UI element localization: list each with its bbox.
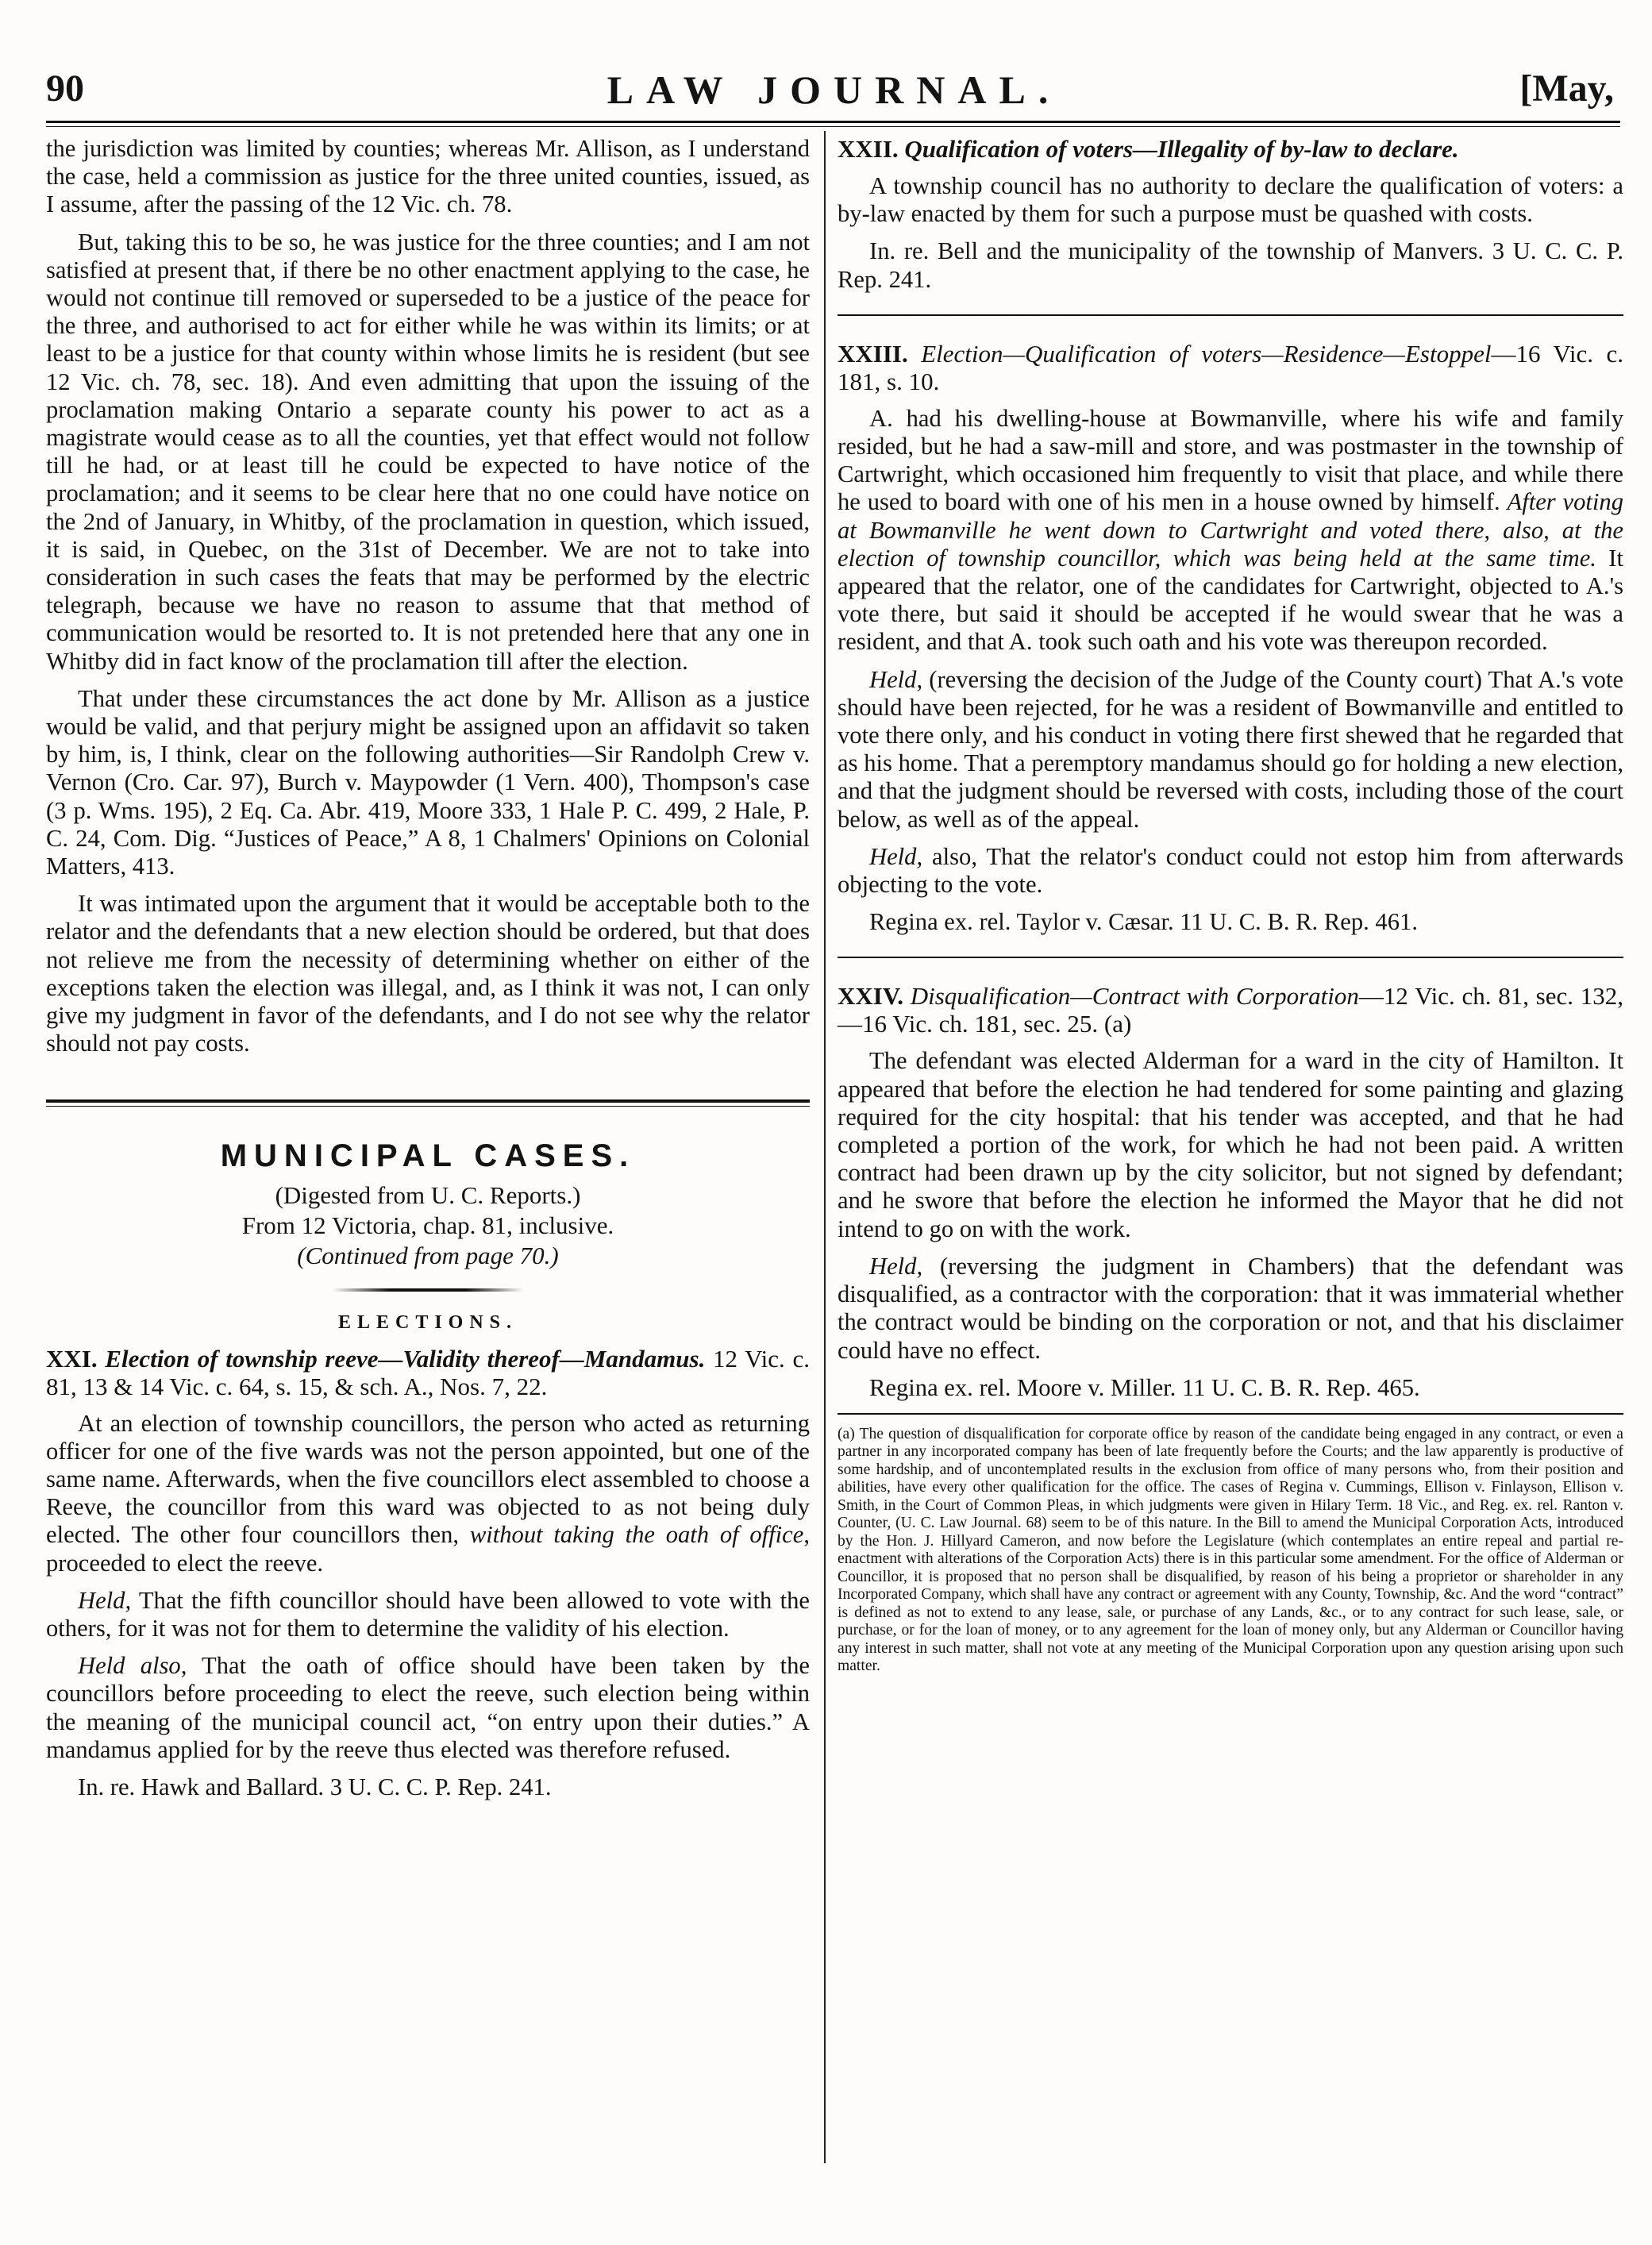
case-heading (838, 340, 1623, 395)
body-paragraph: That under these circumstances the act done by Mr. Allison as a justice would be valid, and that perjury might be assigned upon an affidavit so taken by him, is, I think, clear on the following authorities—Sir Randolph Crew v. Vernon (Cro. Car. 97), Burch v. Maypowder (1 Vern. 400), Thompson's case (3 p. Wms. 195), 2 Eq. Ca. Abr. 419, Moore 333, 1 Hale P. C. 499, 2 Hale, P. C. 24, Com. Dig. “Justices of Peace,” A 8, 1 Chalmers' Opinions on Colonial Matters, 413. (46, 684, 810, 880)
footnote (838, 1426, 1623, 1676)
page-number: 90 (46, 67, 84, 110)
case-title: Election of township reeve—Validity thereof—Mandamus. (105, 1344, 706, 1373)
ornamental-rule (333, 1288, 523, 1292)
case-citation: In. re. Hawk and Ballard. 3 U. C. C. P. Rep. 241. (78, 1773, 552, 1800)
case-number: XXIII. (838, 339, 908, 368)
header-rule (46, 121, 1620, 123)
case-heading (838, 982, 1623, 1038)
case-title: Disqualification—Contract with Corporation (910, 982, 1359, 1011)
right-column (838, 135, 1623, 1676)
header-rule-thin (46, 126, 1620, 127)
section-rule (46, 1099, 810, 1103)
column-divider (824, 131, 826, 2163)
case-rule (838, 957, 1623, 958)
case-holding: Held, also, That the relator's conduct could not estop him from afterwards objecting to the vote. (838, 842, 1623, 899)
case-citation: Regina ex. rel. Moore v. Miller. 11 U. C. B. R. Rep. 465. (869, 1373, 1420, 1401)
case-heading (46, 1345, 810, 1400)
case-statute: —12 Vic. ch. 81, sec. 132,—16 Vic. ch. 181, sec. 25. (a) (838, 982, 1623, 1038)
case-citation: Regina ex. rel. Taylor v. Cæsar. 11 U. C. B. R. Rep. 461. (869, 908, 1418, 936)
case-number: XXI. (46, 1344, 98, 1373)
issue-month: [May, (1519, 67, 1614, 110)
case-facts: A. had his dwelling-house at Bowmanville, where his wife and family resided, but he had a saw-mill and store, and was postmaster in the township of Cartwright, which occasioned him frequently to visit that place, and while there he used to board with one of his men in a house owned by himself. After voting at Bowmanville he went down to Cartwright and voted there, also, at the election of township councillor, which was being held at the same time. It appeared that the relator, one of the candidates for Cartwright, objected to A.'s vote there, but said it should be accepted if he would swear that he was a resident, and that A. took such oath and his vote was thereupon recorded. (838, 404, 1623, 656)
left-column (46, 135, 810, 1811)
case-number: XXII. (838, 135, 899, 163)
footnote-text: (a) The question of disqualification for corporate office by reason of the candidate being engaged in any contract, or even a partner in any incorporated company has been of late frequently before the Courts; and the law apparently is productive of some hardship, and of uncontemplated results in the exclusion from office of many persons who, from their position and abilities, have every other qualification for the office. The cases of Regina v. Cummings, Ellison v. Finlayson, Ellison v. Smith, in the Court of Common Pleas, in which judgments were given in Hilary Term. 18 Vic., and Reg. ex. rel. Ranton v. Counter, (U. C. Law Journal. 68) seem to be of this nature. In the Bill to amend the Municipal Corporation Acts, introduced by the Hon. J. Hillyard Cameron, and now before the Legislature (which contemplates an entire repeal and partial re-enactment with alterations of the Corporation Acts) there is in this particular some amendment. For the office of Alderman or Councillor, it is proposed that no person shall be disqualified, by reason of his being a proprietor or shareholder in any Incorporated Company, which shall have any contract or agreement with any County, Township, &c. And the word “contract” is defined as not to extend to any lease, sale, or purchase of any Lands, &c., or to any contract for such lease, sale, or purchase, or for the loan of money, or to any agreement for the loan of money only, but any Alderman or Councillor having any interest in such matter, shall not vote at any meeting of the Municipal Corporation upon any question arising upon such matter. (838, 1425, 1623, 1675)
case-title: Qualification of voters—Illegality of by-law to declare. (904, 135, 1459, 163)
body-paragraph: It was intimated upon the argument that it would be acceptable both to the relator and the defendants that a new election should be ordered, but that does not relieve me from the necessity of determining whether on either of the exceptions taken the election was illegal, and, as I think it was not, I can only give my judgment in favor of the defendants, and I do not see why the relator should not pay costs. (46, 890, 810, 1057)
section-subtitle: (Digested from U. C. Reports.) (275, 1180, 581, 1209)
case-facts: The defendant was elected Alderman for a ward in the city of Hamilton. It appeared that before the election he had tendered for some painting and glazing required for the city hospital: that his tender was accepted, and that he had completed a portion of the work, for which he had not been paid. A written contract had been drawn up by the city solicitor, but not signed by defendant; and he swore that before the election he informed the Mayor that he did not intend to go on with the work. (838, 1047, 1623, 1242)
case-holding: Held also, That the oath of office should have been taken by the councillors before proceeding to elect the reeve, such election being within the meaning of the municipal council act, “on entry upon their duties.” A mandamus applied for by the reeve thus elected was therefore refused. (46, 1652, 810, 1763)
footnote-rule (838, 1413, 1623, 1415)
case-statute: —16 Vic. c. 181, s. 10. (838, 339, 1623, 395)
section-rule-thin (46, 1106, 810, 1107)
case-statute: 12 Vic. c. 81, 13 & 14 Vic. c. 64, s. 15, & sch. A., Nos. 7, 22. (46, 1344, 810, 1400)
journal-title: LAW JOURNAL. (607, 67, 1061, 112)
continued-note: (Continued from page 70.) (297, 1241, 559, 1269)
case-citation: In. re. Bell and the municipality of the township of Manvers. 3 U. C. C. P. Rep. 241. (838, 237, 1623, 293)
case-holding: Held, (reversing the judgment in Chambers) that the defendant was disqualified, as a contractor with the corporation: that it was immaterial whether the contract would be binding on the corporation or not, and that his disclaimer could have no effect. (838, 1252, 1623, 1364)
case-number: XXIV. (838, 982, 903, 1011)
body-paragraph: the jurisdiction was limited by counties; whereas Mr. Allison, as I understand the case, held a commission as justice for the three united counties, issued, as I assume, after the passing of the 12 Vic. ch. 78. (46, 135, 810, 218)
case-facts: At an election of township councillors, the person who acted as returning officer for one of the five wards was not the person appointed, but one of the same name. Afterwards, when the five councillors elect assembled to choose a Reeve, the councillor from this ward was objected to as not being duly elected. The other four councillors then, without taking the oath of office, proceeded to elect the reeve. (46, 1409, 810, 1577)
case-rule (838, 314, 1623, 316)
case-heading (838, 135, 1623, 163)
case-title: Election—Qualification of voters—Residence—Estoppel (921, 339, 1492, 368)
case-holding: Held, (reversing the decision of the Judge of the County court) That A.'s vote should have been rejected, for he was a resident of Bowmanville and entitled to vote there only, and his conduct in voting there first shewed that he regarded that as his home. That a peremptory mandamus should go for holding a new election, and that the judgment should be reversed with costs, including those of the court below, as well as of the appeal. (838, 665, 1623, 833)
section-subtitle: From 12 Victoria, chap. 81, inclusive. (241, 1211, 614, 1239)
body-paragraph: But, taking this to be so, he was justice for the three counties; and I am not satisfied at present that, if there be no other enactment applying to the case, he would not continue till removed or superseded to be a justice of the peace for the three, and authorised to act for either while he was within its limits; or at least to be a justice for that county within whose limits he is resident (but see 12 Vic. ch. 78, sec. 18). And even admitting that upon the issuing of the proclamation making Ontario a separate county his power to act as a magistrate would cease as to all the counties, yet that effect would not follow till he had, or at least till he could be expected to have notice of the proclamation; and it seems to be clear here that no one could have notice on the 2nd of January, in Whitby, of the proclamation in question, which issued, it is said, in Quebec, on the 31st of December. We are not to take into consideration in such cases the feats that may be performed by the electric telegraph, because we have no reason to assume that that method of communication would be resorted to. It is not pretended here that any one in Whitby did in fact know of the proclamation till after the election. (46, 228, 810, 675)
case-holding: Held, That the fifth councillor should have been allowed to vote with the others, for it was not for them to determine the validity of his election. (46, 1586, 810, 1642)
section-title: MUNICIPAL CASES. (220, 1138, 636, 1173)
case-facts: A township council has no authority to declare the qualification of voters: a by-law enacted by them for such a purpose must be quashed with costs. (838, 172, 1623, 228)
subsection-heading: ELECTIONS. (337, 1311, 518, 1333)
